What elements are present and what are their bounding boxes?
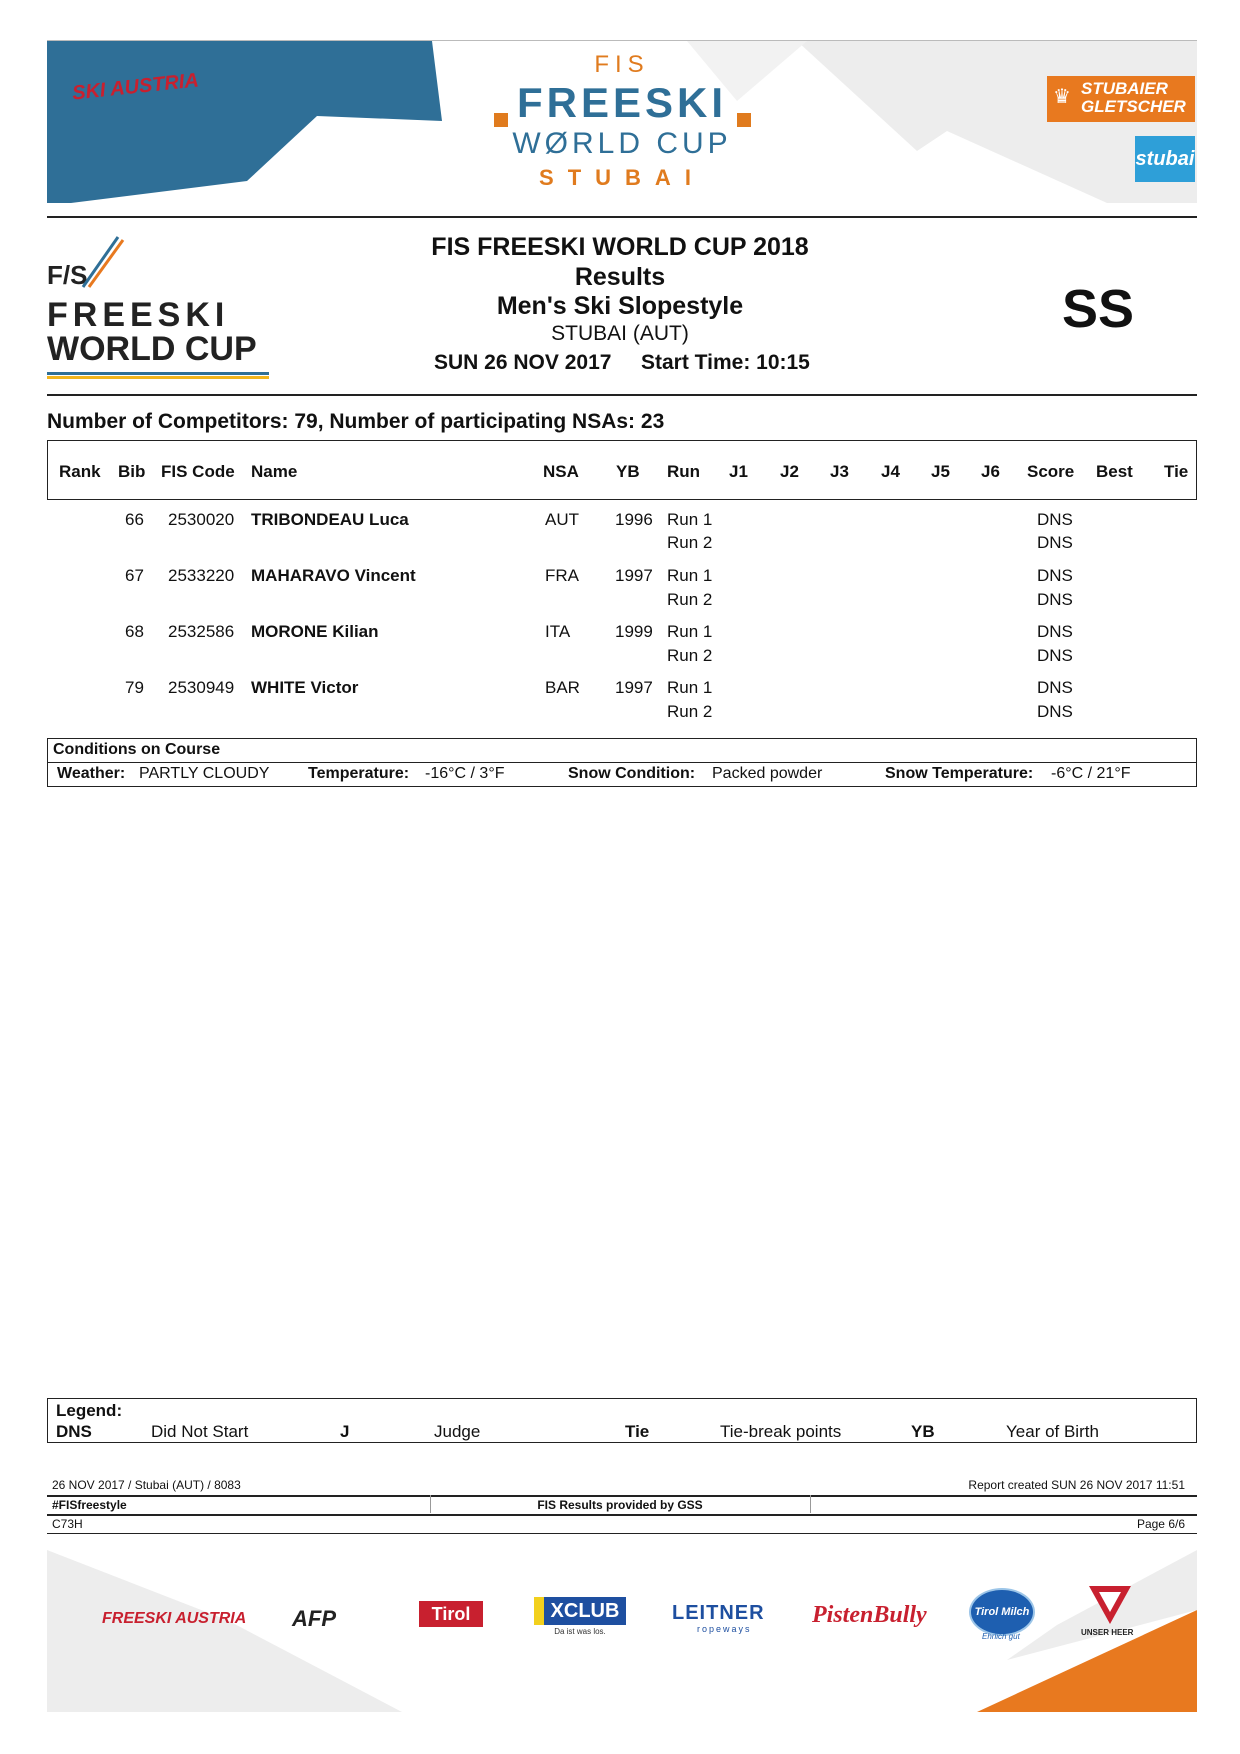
- cell-bib: 68: [125, 622, 144, 641]
- legend-code: DNS: [56, 1422, 92, 1441]
- cell-score: DNS: [1037, 566, 1073, 585]
- footer-divider: [47, 1514, 1197, 1516]
- fis-swoosh-icon: [73, 232, 133, 292]
- cell-score: DNS: [1037, 678, 1073, 697]
- logo-world-cup: WORLD CUP: [47, 330, 257, 368]
- col-tie: Tie: [1164, 462, 1189, 481]
- cell-score: DNS: [1037, 702, 1073, 721]
- xclub-tagline: Da ist was los.: [554, 1627, 606, 1636]
- cell-fis-code: 2530020: [168, 510, 235, 529]
- banner-world-cup: WØRLD CUP: [512, 127, 732, 160]
- col-fis-code: FIS Code: [161, 462, 235, 481]
- cell-name: TRIBONDEAU Luca: [251, 510, 409, 529]
- footer-event-info: 26 NOV 2017 / Stubai (AUT) / 8083: [52, 1478, 241, 1492]
- cell-run: Run 1: [667, 566, 713, 585]
- legend-code: YB: [911, 1422, 935, 1441]
- cell-nsa: AUT: [545, 510, 579, 529]
- col-j2: J2: [780, 462, 799, 481]
- cell-run: Run 2: [667, 590, 713, 609]
- banner-stubai: STUBAI: [539, 165, 705, 190]
- logo-stripe-blue: [47, 372, 269, 375]
- orange-square-icon: [494, 113, 508, 127]
- col-rank: Rank: [59, 462, 101, 481]
- footer-cell-divider: [810, 1495, 811, 1513]
- discipline-code: SS: [1062, 279, 1135, 339]
- footer-hashtag: #FISfreestyle: [52, 1498, 127, 1512]
- col-nsa: NSA: [543, 462, 579, 481]
- fis-freeski-logo: [47, 232, 272, 382]
- cell-yb: 1997: [615, 678, 653, 697]
- cell-bib: 79: [125, 678, 144, 697]
- logo-stripe-yellow: [47, 376, 269, 379]
- cell-run: Run 2: [667, 533, 713, 552]
- weather-value: PARTLY CLOUDY: [139, 765, 270, 782]
- footer-code: C73H: [52, 1517, 83, 1531]
- footer-provider: FIS Results provided by GSS: [537, 1498, 703, 1512]
- legend-title: Legend:: [56, 1401, 123, 1420]
- cell-fis-code: 2533220: [168, 566, 235, 585]
- start-time: Start Time: 10:15: [641, 351, 810, 374]
- legend-desc: Year of Birth: [1006, 1422, 1099, 1441]
- col-run: Run: [667, 462, 701, 481]
- legend-desc: Did Not Start: [151, 1422, 249, 1441]
- snow-temperature-value: -6°C / 21°F: [1051, 765, 1131, 782]
- cell-fis-code: 2532586: [168, 622, 235, 641]
- cell-yb: 1997: [615, 566, 653, 585]
- cell-yb: 1996: [615, 510, 653, 529]
- event-title: FIS FREESKI WORLD CUP 2018: [431, 233, 809, 261]
- col-best: Best: [1096, 462, 1133, 481]
- stubai-logo: stubai: [1135, 136, 1195, 182]
- banner-freeski: FREESKI: [516, 79, 728, 126]
- footer-report-created: Report created SUN 26 NOV 2017 11:51: [968, 1478, 1185, 1492]
- temperature-value: -16°C / 3°F: [425, 765, 505, 782]
- cell-nsa: BAR: [545, 678, 580, 697]
- footer-cell-divider: [430, 1495, 431, 1513]
- leitner-tagline: ropeways: [697, 1624, 752, 1634]
- col-name: Name: [251, 462, 298, 481]
- discipline-title: Men's Ski Slopestyle: [496, 292, 744, 320]
- snow-condition-label: Snow Condition:: [568, 765, 696, 782]
- cell-score: DNS: [1037, 646, 1073, 665]
- leitner-logo: LEITNER: [672, 1602, 765, 1624]
- col-j6: J6: [981, 462, 1000, 481]
- orange-square-icon: [737, 113, 751, 127]
- weather-label: Weather:: [57, 765, 126, 782]
- banner-fis: FIS: [594, 51, 650, 78]
- col-bib: Bib: [118, 462, 146, 481]
- cell-name: WHITE Victor: [251, 678, 359, 697]
- cell-run: Run 1: [667, 678, 713, 697]
- top-banner: [47, 40, 1197, 203]
- cell-score: DNS: [1037, 590, 1073, 609]
- legend-code: Tie: [625, 1422, 650, 1441]
- temperature-label: Temperature:: [308, 765, 410, 782]
- cell-score: DNS: [1037, 510, 1073, 529]
- legend-desc: Judge: [434, 1422, 481, 1441]
- tirol-milch-tagline: Ehrlich gut: [982, 1632, 1020, 1641]
- footer-divider: [47, 1495, 1197, 1497]
- tirol-logo: Tirol: [419, 1601, 483, 1627]
- cell-run: Run 1: [667, 622, 713, 641]
- snow-condition-value: Packed powder: [712, 765, 823, 782]
- col-j3: J3: [830, 462, 849, 481]
- divider: [47, 216, 1197, 218]
- competitor-summary: Number of Competitors: 79, Number of participating NSAs: 23: [47, 410, 665, 433]
- legend-desc: Tie-break points: [720, 1422, 842, 1441]
- afp-logo: AFP: [292, 1606, 336, 1631]
- pistenbully-logo: PistenBully: [812, 1602, 927, 1628]
- cell-score: DNS: [1037, 622, 1073, 641]
- conditions-title: Conditions on Course: [53, 741, 221, 758]
- cell-yb: 1999: [615, 622, 653, 641]
- logo-freeski: FREESKI: [47, 296, 230, 334]
- freeski-austria-logo: FREESKI AUSTRIA: [102, 1610, 247, 1627]
- legend-code: J: [340, 1422, 350, 1441]
- cell-fis-code: 2530949: [168, 678, 235, 697]
- cell-name: MORONE Kilian: [251, 622, 379, 641]
- ski-austria-logo: SKI AUSTRIA: [71, 69, 200, 105]
- unser-heer-logo: UNSER HEER: [1081, 1628, 1134, 1637]
- tirol-milch-logo: Tirol Milch: [969, 1588, 1035, 1636]
- col-j1: J1: [729, 462, 748, 481]
- snow-temperature-label: Snow Temperature:: [885, 765, 1034, 782]
- divider: [47, 394, 1197, 396]
- sponsor-strip: [47, 1550, 1197, 1712]
- cell-run: Run 2: [667, 646, 713, 665]
- cell-bib: 67: [125, 566, 144, 585]
- footer-page-number: Page 6/6: [1136, 1517, 1185, 1531]
- col-j4: J4: [881, 462, 900, 481]
- event-date: SUN 26 NOV 2017: [434, 351, 612, 374]
- conditions-divider: [47, 762, 1197, 763]
- cell-nsa: ITA: [545, 622, 571, 641]
- col-j5: J5: [931, 462, 950, 481]
- cell-run: Run 2: [667, 702, 713, 721]
- venue: STUBAI (AUT): [551, 322, 689, 345]
- cell-nsa: FRA: [545, 566, 579, 585]
- xclub-logo: XCLUB: [534, 1597, 626, 1625]
- col-yb: YB: [616, 462, 640, 481]
- col-score: Score: [1027, 462, 1075, 481]
- footer-divider: [47, 1533, 1197, 1534]
- fis-letters: F/S: [47, 260, 88, 290]
- cell-score: DNS: [1037, 533, 1073, 552]
- mountain-crown-icon: ♛: [1053, 86, 1071, 108]
- cell-name: MAHARAVO Vincent: [251, 566, 416, 585]
- cell-bib: 66: [125, 510, 144, 529]
- results-heading: Results: [574, 263, 666, 291]
- unser-heer-shield-icon: [1087, 1584, 1133, 1626]
- cell-run: Run 1: [667, 510, 713, 529]
- stubaier-gletscher-logo: ♛ STUBAIER GLETSCHER: [1047, 76, 1195, 122]
